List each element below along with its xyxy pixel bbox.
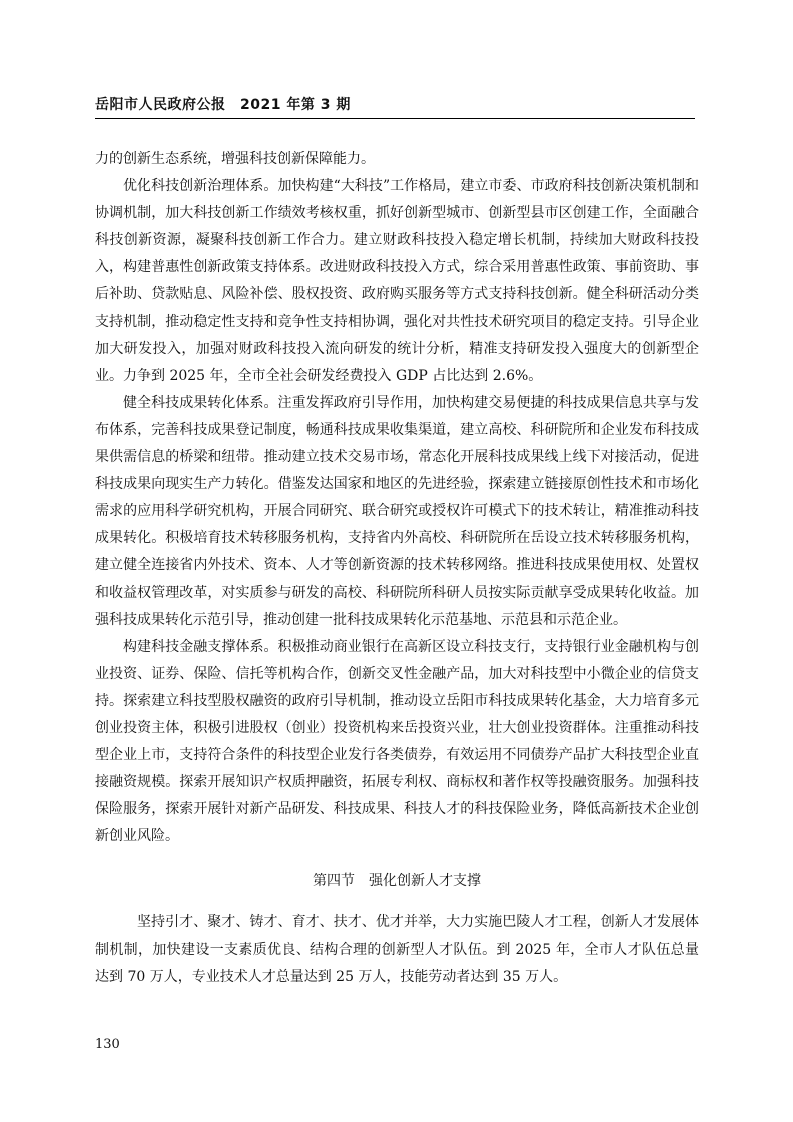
body-paragraph: 坚持引才、聚才、铸才、育才、扶才、优才并举，大力实施巴陵人才工程，创新人才发展体制机制，加快建设一支素质优良、结构合理的创新型人才队伍。到 2025 年，全市人才队伍总量达到 70 万人，专业技术人才总量达到 25 万人，技能劳动者达到 35 万人。: [95, 914, 699, 985]
document-body: [95, 146, 699, 991]
header-divider: [95, 118, 695, 119]
page-header: 岳阳市人民政府公报 2021 年第 3 期: [95, 97, 351, 113]
page-number: 130: [95, 1037, 120, 1052]
body-paragraph: 力的创新生态系统，增强科技创新保障能力。: [95, 151, 375, 167]
body-paragraph: 健全科技成果转化体系。注重发挥政府引导作用，加快构建交易便捷的科技成果信息共享与发布体系，完善科技成果登记制度，畅通科技成果收集渠道，建立高校、科研院所和企业发布科技成果供需信息的桥梁和纽带。推动建立技术交易市场，常态化开展科技成果线上线下对接活动，促进科技成果向现实生产力转化。借鉴发达国家和地区的先进经验，探索建立链接原创性技术和市场化需求的应用科学研究机构，开展合同研究、联合研究或授权许可模式下的技术转让，精准推动科技成果转化。积极培育技术转移服务机构，支持省内外高校、科研院所在岳设立技术转移服务机构，建立健全连接省内外技术、资本、人才等创新资源的技术转移网络。推进科技成果使用权、处置权和收益权管理改革，对实质参与研发的高校、科研院所科研人员按实际贡献享受成果转化收益。加强科技成果转化示范引导，推动创建一批科技成果转化示范基地、示范县和示范企业。: [95, 394, 699, 628]
body-paragraph: 优化科技创新治理体系。加快构建“大科技”工作格局，建立市委、市政府科技创新决策机制和协调机制，加大科技创新工作绩效考核权重，抓好创新型城市、创新型县市区创建工作，全面融合科技创新资源，凝聚科技创新工作合力。建立财政科技投入稳定增长机制，持续加大财政科技投入，构建普惠性创新政策支持体系。改进财政科技投入方式，综合采用普惠性政策、事前资助、事后补助、贷款贴息、风险补偿、股权投资、政府购买服务等方式支持科技创新。健全科研活动分类支持机制，推动稳定性支持和竞争性支持相协调，强化对共性技术研究项目的稳定支持。引导企业加大研发投入，加强对财政科技投入流向研发的统计分析，精准支持研发投入强度大的创新型企业。力争到 2025 年，全市全社会研发经费投入 GDP 占比达到 2.6%。: [95, 178, 699, 384]
body-paragraph: 构建科技金融支撑体系。积极推动商业银行在高新区设立科技支行，支持银行业金融机构与创业投资、证券、保险、信托等机构合作，创新交叉性金融产品，加大对科技型中小微企业的信贷支持。探索建立科技型股权融资的政府引导机制，推动设立岳阳市科技成果转化基金，大力培育多元创业投资主体，积极引进股权（创业）投资机构来岳投资兴业，壮大创业投资群体。注重推动科技型企业上市，支持符合条件的科技型企业发行各类债券，有效运用不同债券产品扩大科技型企业直接融资规模。探索开展知识产权质押融资，拓展专利权、商标权和著作权等投融资服务。加强科技保险服务，探索开展针对新产品研发、科技成果、科技人才的科技保险业务，降低高新技术企业创新创业风险。: [95, 638, 699, 845]
section-title: 第四节 强化创新人才支撑: [313, 873, 481, 890]
